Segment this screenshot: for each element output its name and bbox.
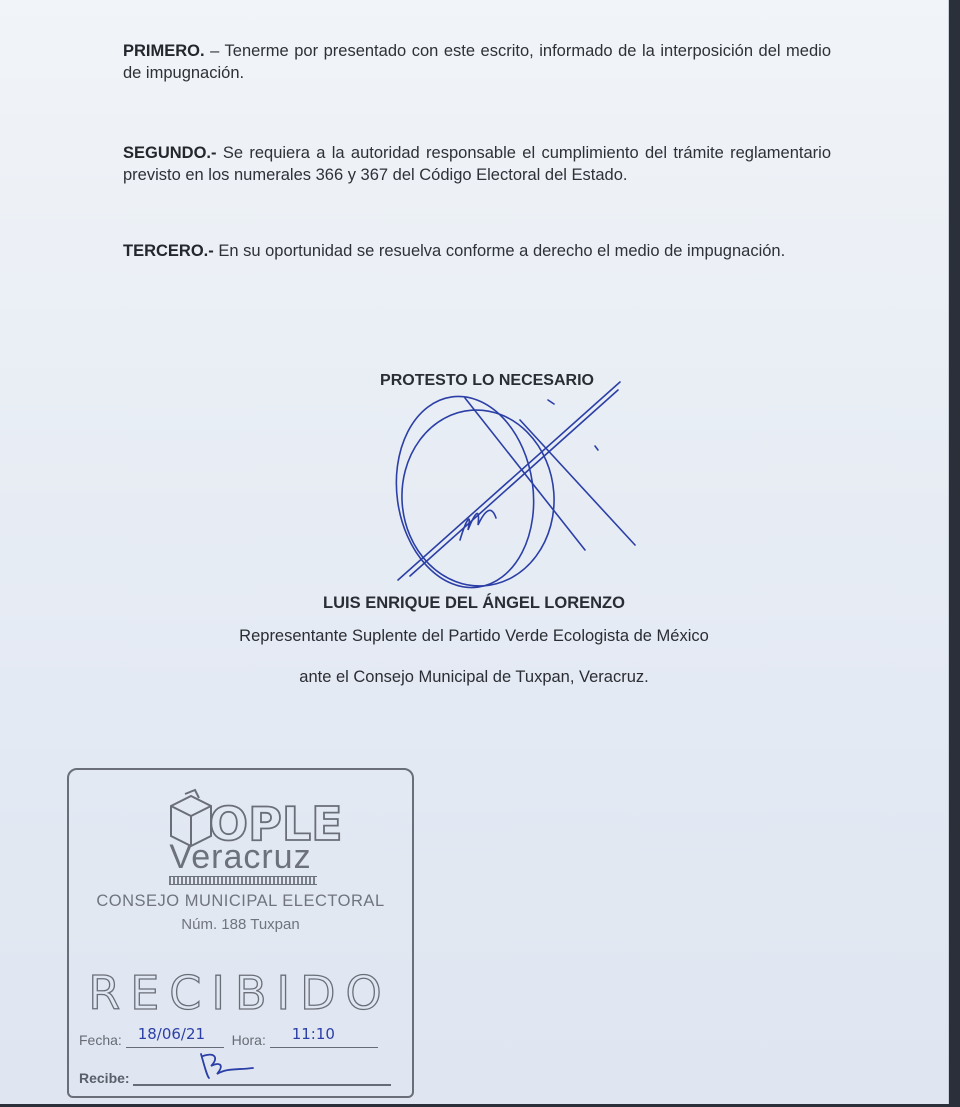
signer-name: LUIS ENRIQUE DEL ÁNGEL LORENZO — [323, 594, 625, 612]
received-stamp — [67, 768, 414, 1098]
signer-role-line1: Representante Suplente del Partido Verde Ecologista de México — [239, 627, 709, 645]
stamp-recibe-row — [79, 1070, 391, 1086]
receiver-initials-icon — [193, 1048, 263, 1082]
hora-label: Hora: — [231, 1032, 266, 1048]
tercero-label: TERCERO.- — [123, 242, 214, 260]
primero-text: – Tenerme por presentado con este escrito, informado de la interposición del medio de impugnación. — [123, 42, 831, 82]
fecha-line — [126, 1025, 224, 1048]
paragraph-segundo — [123, 142, 831, 186]
stamp-veracruz: Veracruz — [169, 838, 312, 876]
segundo-text: Se requiera a la autoridad responsable el cumplimiento del trámite reglamentario previsto en los numerales 366 y 367 del Código Electoral del Estado. — [123, 144, 831, 184]
recibe-label: Recibe: — [79, 1070, 130, 1086]
segundo-label: SEGUNDO.- — [123, 144, 217, 162]
fecha-value: 18/06/21 — [137, 1025, 206, 1043]
paragraph-primero — [123, 40, 831, 84]
stamp-number: Núm. 188 Tuxpan — [181, 916, 300, 933]
stamp-consejo: CONSEJO MUNICIPAL ELECTORAL — [96, 892, 385, 910]
recibe-line — [133, 1070, 391, 1086]
hora-line — [270, 1025, 378, 1048]
fecha-label: Fecha: — [79, 1032, 122, 1048]
stamp-date-row — [79, 1025, 378, 1048]
stamp-divider — [169, 876, 317, 885]
signature-icon — [380, 380, 650, 600]
hora-value: 11:10 — [291, 1025, 335, 1043]
closing-phrase: PROTESTO LO NECESARIO — [380, 372, 594, 389]
paragraph-tercero — [123, 240, 831, 262]
primero-label: PRIMERO. — [123, 42, 205, 60]
signer-role-line2: ante el Consejo Municipal de Tuxpan, Veracruz. — [299, 668, 649, 686]
stamp-recibido: RECIBIDO — [88, 966, 392, 1020]
tercero-text: En su oportunidad se resuelva conforme a derecho el medio de impugnación. — [213, 242, 786, 260]
ople-logo-text: OPLE — [209, 797, 343, 851]
